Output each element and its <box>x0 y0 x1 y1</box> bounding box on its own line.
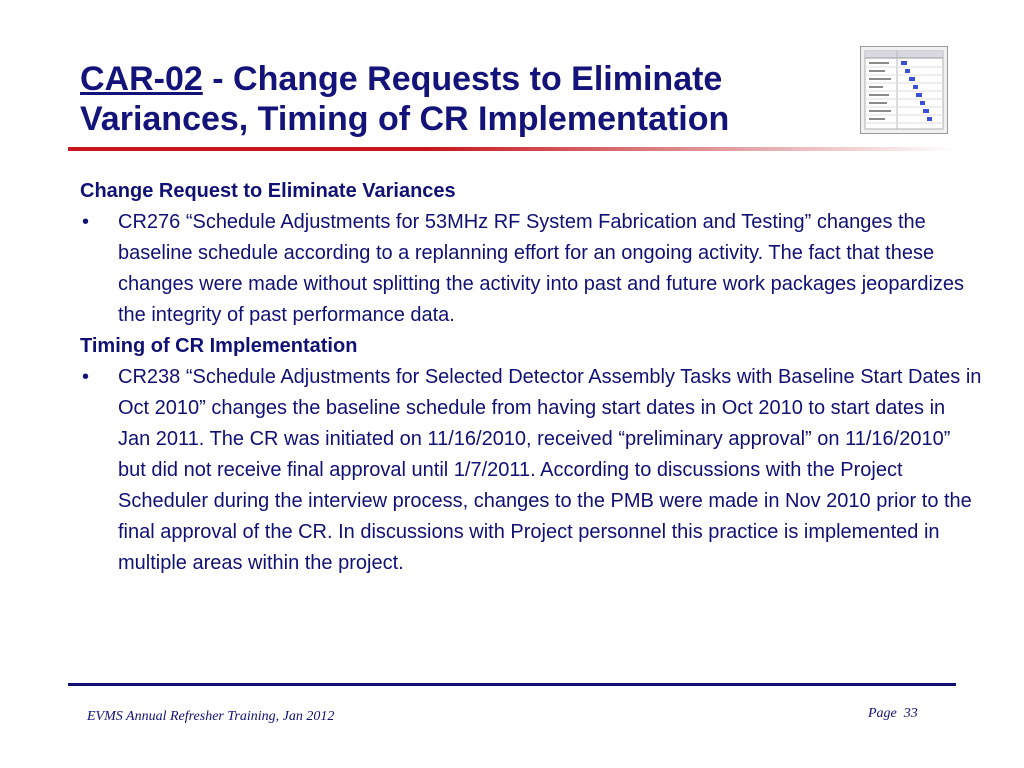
gantt-chart-icon <box>860 46 948 134</box>
page-number: 33 <box>903 706 918 721</box>
bullet-cr276-text: CR276 “Schedule Adjustments for 53MHz RF System Fabrication and Testing” changes the baseline schedule according to a replanning effort for an ongoing activity. The fact that these changes were made without splitting the activity into past and future work packages jeopardizes the integrity of past performance data. <box>118 211 965 326</box>
title-text: - Change Requests to Eliminate Variances, Timing of CR Implementation <box>80 60 730 138</box>
footer-course-title: EVMS Annual Refresher Training, Jan 2012 <box>87 709 335 724</box>
bullet-cr238-text: CR238 “Schedule Adjustments for Selected Detector Assembly Tasks with Baseline Start Dates in Oct 2010” changes the baseline schedule from having start dates in Oct 2010 to start dates in Jan 2011. The CR was initiated on 11/16/2010, received “preliminary approval” on 11/16/2010” but did not receive final approval until 1/7/2011. According to discussions with the Project Scheduler during the interview process, changes to the PMB were made in Nov 2010 prior to the final approval of the CR. In discussions with Project personnel this practice is implemented in multiple areas within the project. <box>118 366 982 574</box>
title-code: CAR-02 <box>80 60 203 98</box>
bullet-cr276 <box>80 207 978 331</box>
footer-page-indicator <box>868 706 918 722</box>
title-divider <box>68 147 956 151</box>
slide-title <box>80 59 850 139</box>
bullet-glyph: • <box>82 366 90 388</box>
page-label: Page <box>868 706 897 721</box>
bullet-glyph: • <box>82 211 90 233</box>
section-heading-variances: Change Request to Eliminate Variances <box>80 180 456 202</box>
footer-divider <box>68 683 956 686</box>
slide-body <box>80 176 982 579</box>
bullet-cr238 <box>80 362 982 579</box>
section-heading-timing: Timing of CR Implementation <box>80 335 358 357</box>
